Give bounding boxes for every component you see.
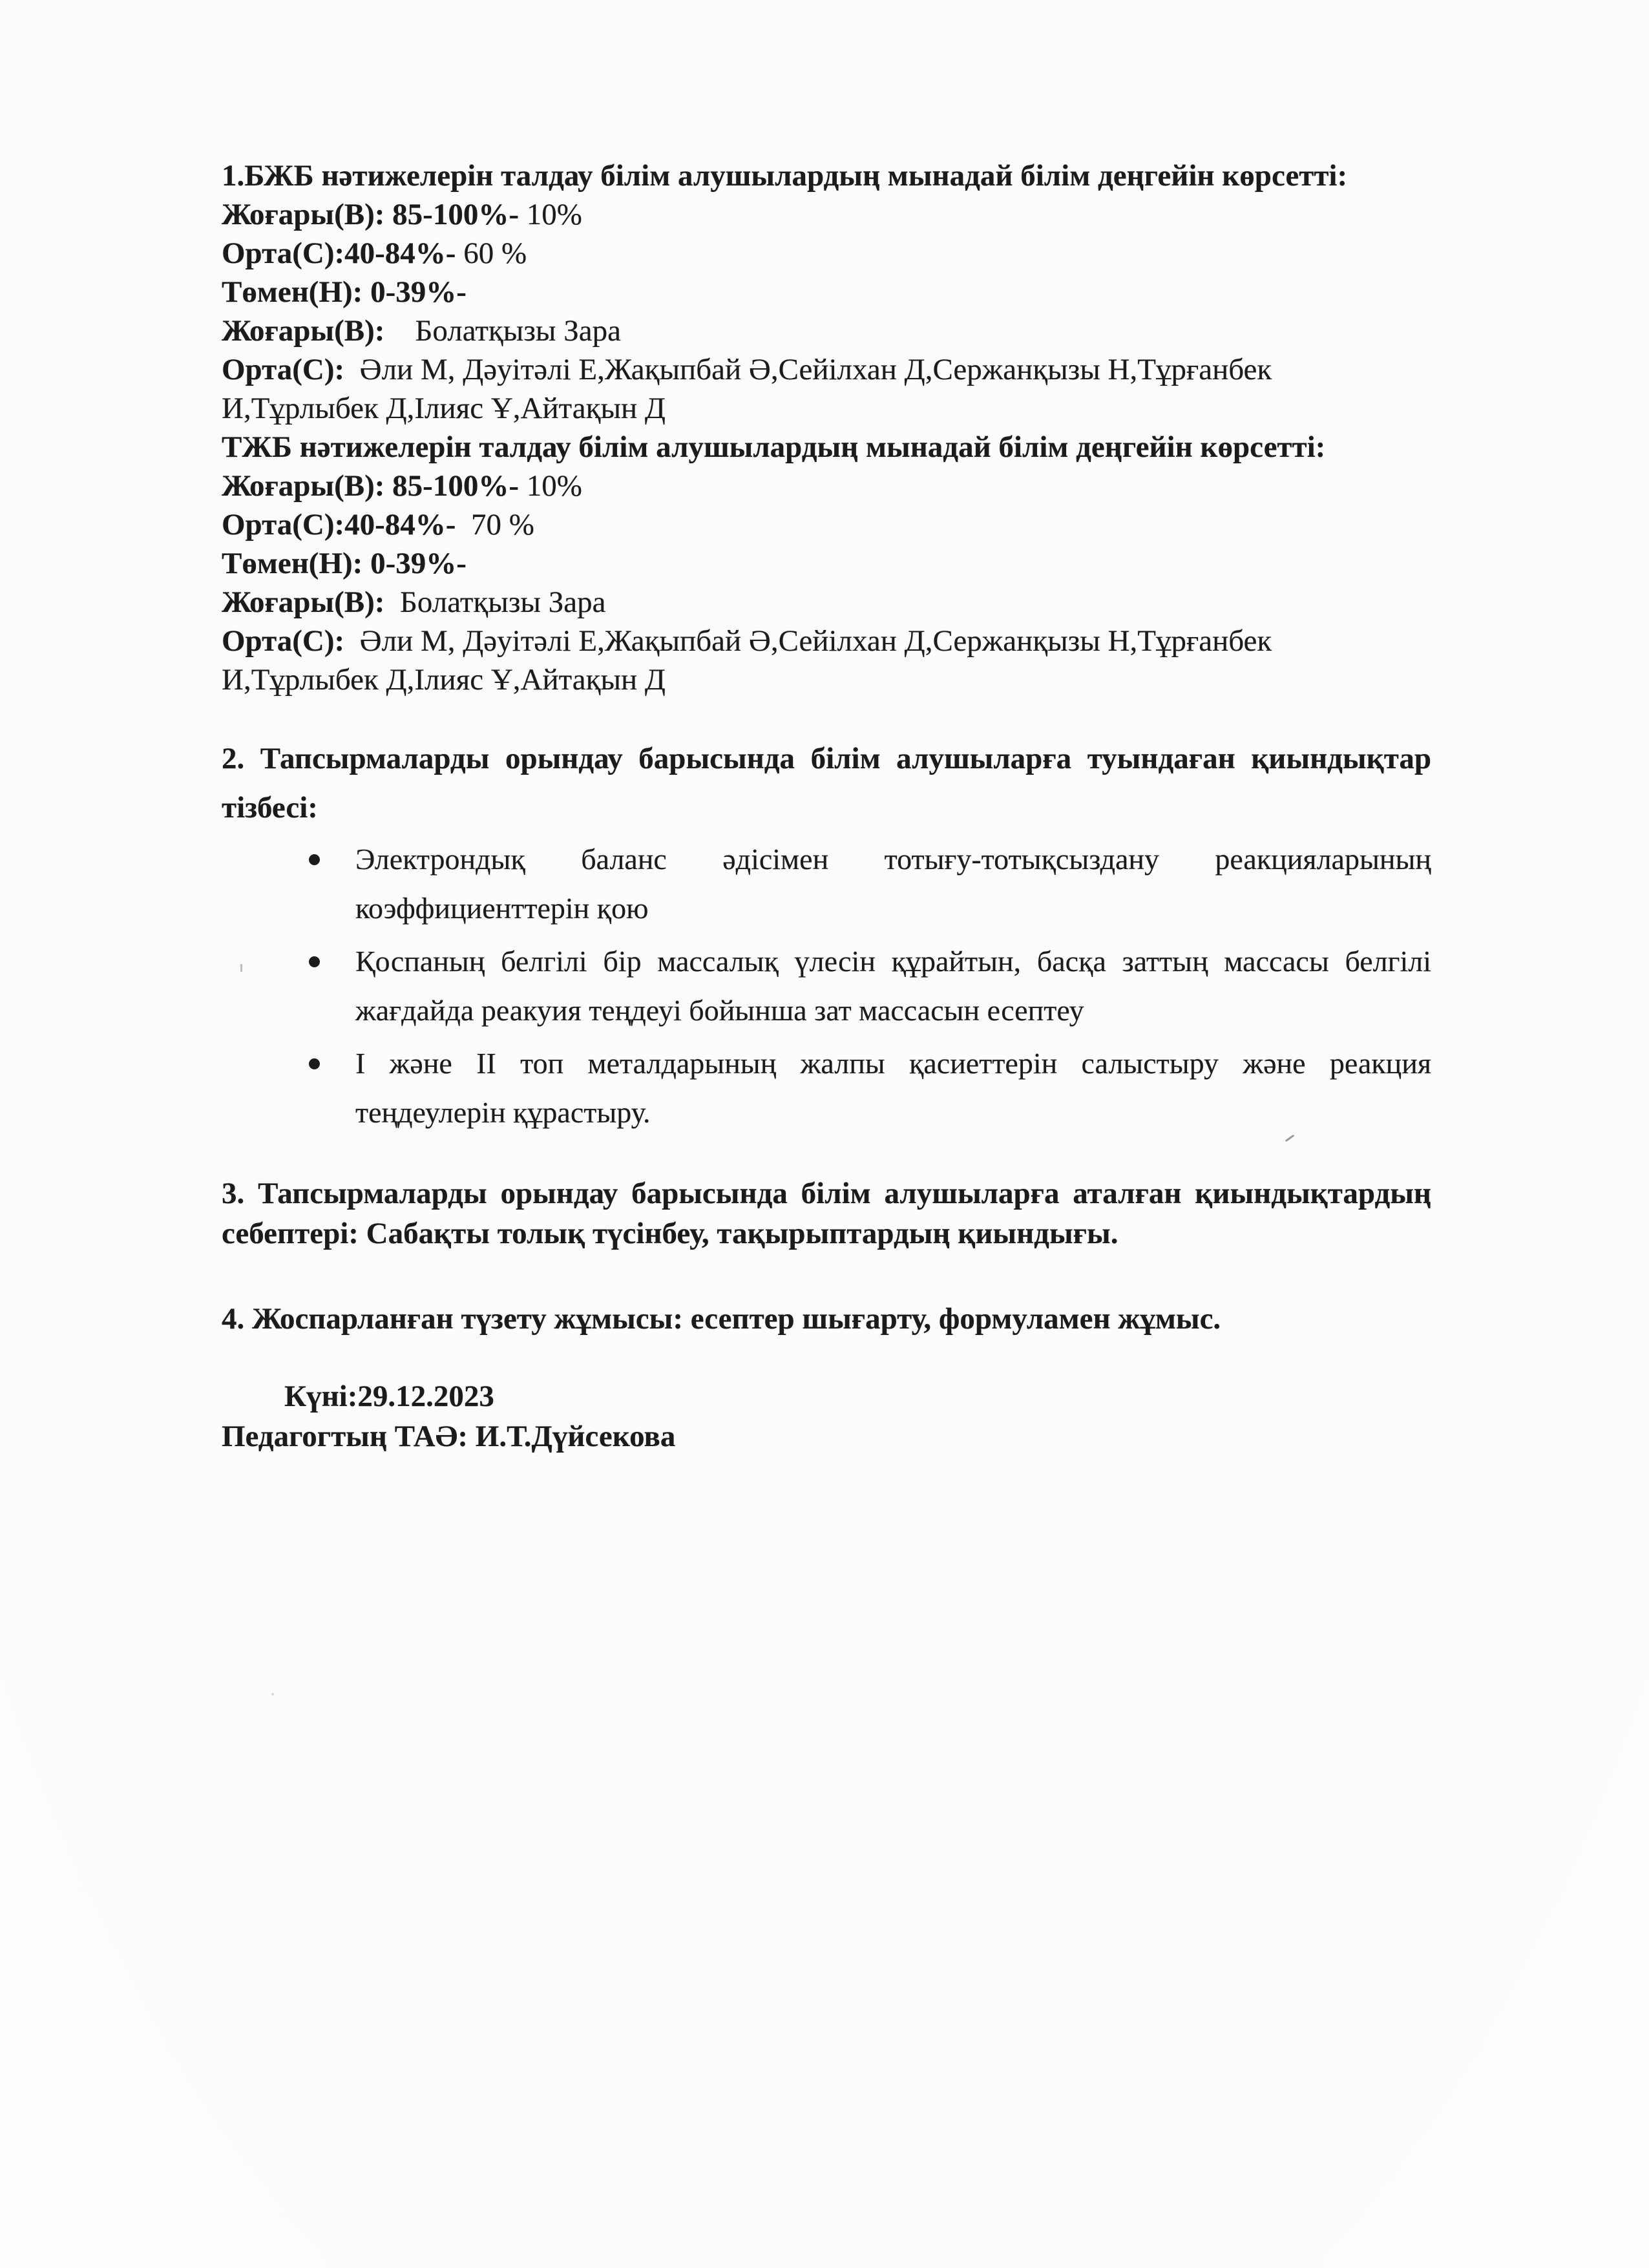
result-line [222, 234, 1431, 273]
list-item [355, 1039, 1431, 1137]
result-line-value: Болатқызы Зара [384, 585, 606, 619]
bullet-dot-icon [309, 956, 320, 967]
list-item [355, 835, 1431, 933]
result-line-label: Жоғары(В): 85-100%- [222, 198, 519, 231]
bullet-dot-icon [309, 854, 320, 865]
result-line-value: 70 % [456, 508, 534, 541]
list-item-text: І және ІІ топ металдарының жалпы қасиеттерін салыстыру және реакция теңдеулерін құрастыру. [355, 1047, 1431, 1129]
result-line-value: Әли М, Дәуітәлі Е,Жақыпбай Ә,Сейілхан Д,Сержанқызы Н,Тұрғанбек И,Тұрлыбек Д,Ілияс Ұ,Айтақын Д [222, 624, 1279, 697]
result-line [222, 467, 1431, 505]
result-line-value: 60 % [456, 236, 527, 270]
result-line-value: 10% [518, 469, 582, 503]
scan-speck [271, 1693, 274, 1696]
section-correction-plan: 4. Жоспарланған түзету жұмысы: есептер шығарту, формуламен жұмыс. [222, 1302, 1221, 1336]
result-line-label: 1.БЖБ нәтижелерін талдау білім алушылардың мынадай білім деңгейін көрсетті: [222, 159, 1348, 193]
date-line: Күні:29.12.2023 [284, 1380, 494, 1413]
result-line-value: Болатқызы Зара [384, 314, 622, 348]
section-bjb-tjb-results [222, 156, 1431, 699]
list-item-text: Қоспаның белгілі бір массалық үлесін құрайтын, басқа заттың массасы белгілі жағдайда реакуия теңдеуі бойынша зат массасын есептеу [355, 945, 1431, 1027]
result-line [222, 544, 1431, 583]
difficulties-bullet-list [222, 835, 1431, 1137]
result-line [222, 583, 1431, 622]
result-line [222, 156, 1431, 195]
result-line [222, 195, 1431, 234]
result-line [222, 350, 1431, 428]
result-line [222, 273, 1431, 311]
result-line-label: ТЖБ нәтижелерін талдау білім алушылардың мынадай білім деңгейін көрсетті: [222, 430, 1326, 464]
list-item [355, 937, 1431, 1035]
result-line [222, 622, 1431, 699]
result-line-label: Жоғары(В): 85-100%- [222, 469, 519, 503]
result-line-label: Төмен(Н): 0-39%- [222, 547, 467, 580]
section-reasons: 3. Тапсырмаларды орындау барысында білім алушыларға аталған қиындықтардың себептері: Сабақты толық түсінбеу, тақырыптардың қиындығы. [222, 1177, 1431, 1250]
section-difficulties [222, 734, 1431, 1137]
result-line-label: Орта(С): [222, 353, 345, 386]
result-line [222, 428, 1431, 467]
result-line-value: 10% [518, 198, 582, 231]
result-line-label: Орта(С):40-84%- [222, 508, 456, 541]
result-line-label: Жоғары(В): [222, 314, 385, 348]
section-difficulties-heading: 2. Тапсырмаларды орындау барысында білім алушыларға туындаған қиындықтар тізбесі: [222, 742, 1431, 824]
list-item-text: Электрондық баланс әдісімен тотығу-тотықсыздану реакцияларының коэффициенттерін қою [355, 843, 1431, 925]
document-content [222, 156, 1431, 1456]
teacher-name-line: Педагогтың ТАӘ: И.Т.Дүйсекова [222, 1420, 676, 1453]
result-line-value: Әли М, Дәуітәлі Е,Жақыпбай Ә,Сейілхан Д,Сержанқызы Н,Тұрғанбек И,Тұрлыбек Д,Ілияс Ұ,Айтақын Д [222, 353, 1279, 425]
result-line [222, 505, 1431, 544]
document-footer [222, 1376, 1431, 1456]
result-line-label: Орта(С): [222, 624, 345, 658]
result-line-label: Жоғары(В): [222, 585, 385, 619]
bullet-dot-icon [309, 1058, 320, 1069]
result-line-label: Төмен(Н): 0-39%- [222, 275, 467, 309]
result-line-label: Орта(С):40-84%- [222, 236, 456, 270]
result-line [222, 311, 1431, 350]
scan-speck [240, 964, 242, 972]
